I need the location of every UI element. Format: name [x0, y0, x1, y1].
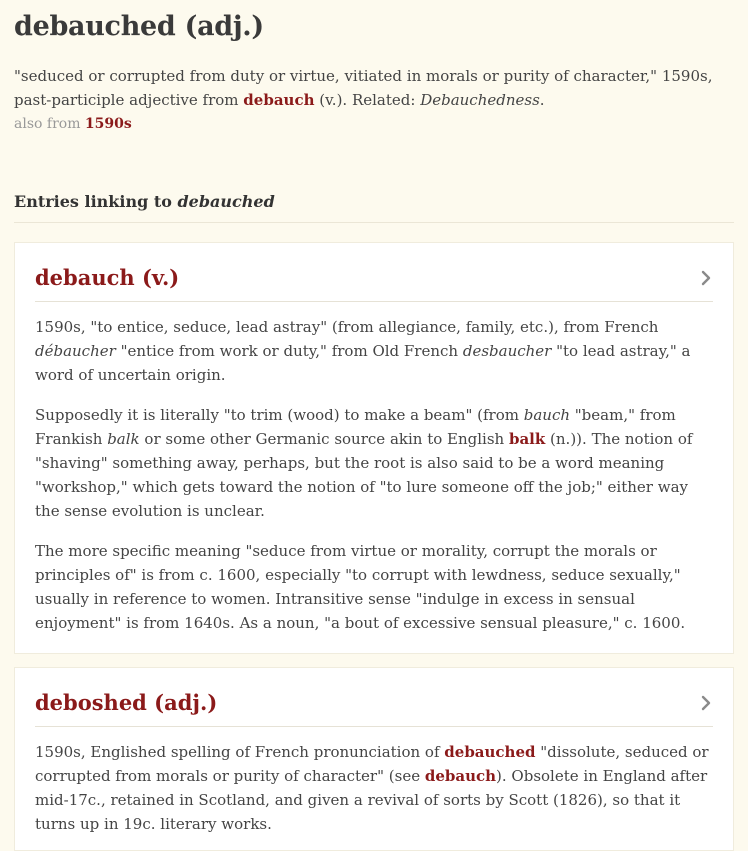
entry-card-debauch — [14, 242, 734, 654]
card-body — [35, 302, 713, 653]
chevron-right-icon[interactable] — [699, 693, 713, 713]
text-span: ). Obsolete in England after mid-17c., retained in Scotland, and given a revival of sorts by Scott (1826), so that it turns up in 19c. literary works. — [35, 767, 708, 833]
also-from — [14, 114, 734, 134]
foreign-word: balk — [107, 430, 140, 448]
text-span: "dissolute, seduced or corrupted from morals or purity of character" (see — [35, 743, 709, 785]
card-body — [35, 727, 713, 850]
page-title: debauched (adj.) — [14, 11, 264, 42]
card-paragraph: The more specific meaning "seduce from virtue or morality, corrupt the morals or principles of" is from c. 1600, especially "to corrupt with lewdness, seduce sexually," usually in reference to women. Intransitive sense "indulge in excess in sensual enjoyment" is from 1640s. As a noun, "a bout of excessive sensual pleasure," c. 1600. — [35, 542, 686, 632]
entry-definition — [14, 64, 734, 112]
card-header[interactable] — [35, 243, 713, 302]
text-span: (n.)). The notion of "shaving" something away, perhaps, but the root is also said to be a word meaning "workshop," which gets toward the notion of "to lure someone off the job;" either way the sense evolution is unclear. — [35, 430, 693, 520]
entries-linking-heading — [14, 191, 734, 223]
related-word: Debauchedness — [420, 91, 540, 109]
link-debauch[interactable]: debauch — [243, 91, 315, 109]
text-span: 1590s, Englished spelling of French pronunciation of — [35, 743, 445, 761]
also-label: also from — [14, 116, 85, 132]
heading-prefix: Entries linking to — [14, 192, 178, 211]
link-year[interactable]: 1590s — [84, 116, 132, 132]
text-span: "entice from work or duty," from Old French — [115, 342, 463, 360]
text-span: "beam," from Frankish — [35, 406, 676, 448]
definition-end: . — [539, 91, 545, 109]
link-debauch[interactable]: debauch — [424, 767, 497, 785]
entry-card-deboshed — [14, 667, 734, 851]
text-span: 1590s, "to entice, seduce, lead astray" (from allegiance, family, etc.), from French — [35, 318, 659, 336]
card-title[interactable]: deboshed (adj.) — [35, 690, 218, 715]
card-paragraph — [35, 315, 713, 387]
card-paragraph — [35, 740, 713, 836]
chevron-right-icon[interactable] — [699, 268, 713, 288]
card-title[interactable]: debauch (v.) — [35, 265, 180, 290]
text-span: "to lead astray," a word of uncertain origin. — [35, 342, 691, 384]
link-balk[interactable]: balk — [508, 430, 546, 448]
foreign-word: bauch — [523, 406, 571, 424]
card-header[interactable] — [35, 668, 713, 727]
link-debauched[interactable]: debauched — [444, 743, 536, 761]
definition-text: "seduced or corrupted from duty or virtue, vitiated in morals or purity of character," 1590s, past-participle adjective from — [14, 67, 713, 109]
definition-text-2: (v.). Related: — [314, 91, 421, 109]
heading-word: debauched — [177, 192, 275, 211]
foreign-word: débaucher — [35, 342, 116, 360]
foreign-word: desbaucher — [462, 342, 552, 360]
text-span: or some other Germanic source akin to English — [139, 430, 509, 448]
text-span: Supposedly it is literally "to trim (wood) to make a beam" (from — [35, 406, 524, 424]
card-paragraph — [35, 403, 713, 523]
